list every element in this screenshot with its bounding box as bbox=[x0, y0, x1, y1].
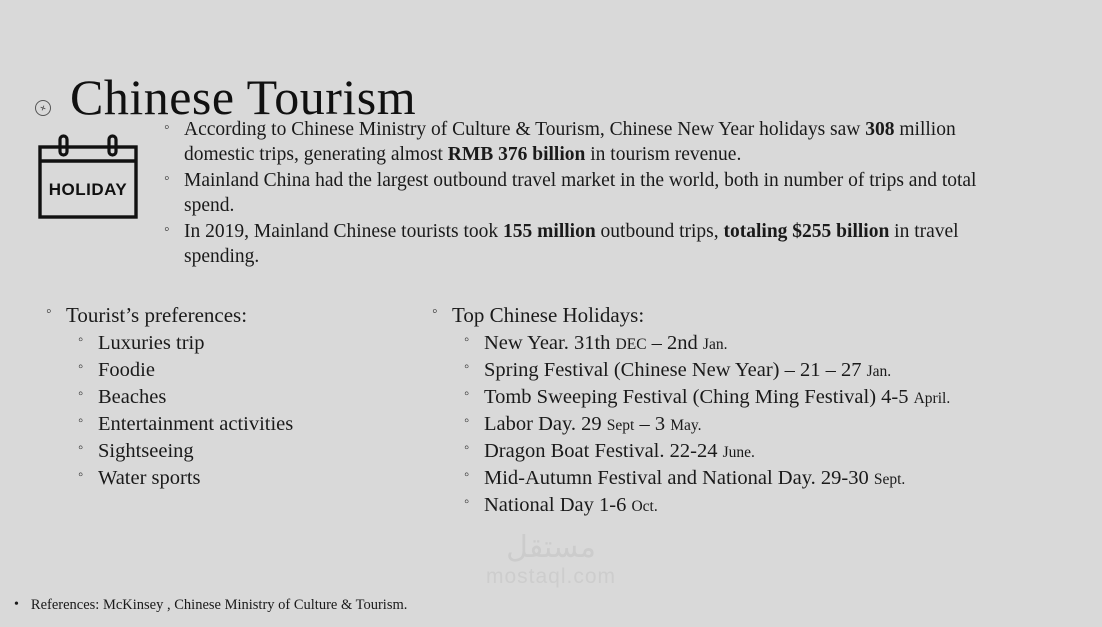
list-item: ◦ Labor Day. 29 Sept – 3 May. bbox=[462, 412, 1068, 437]
list-item: ◦ Beaches bbox=[76, 385, 422, 410]
list-item: ◦ Luxuries trip bbox=[76, 331, 422, 356]
top-facts-block bbox=[160, 118, 1022, 271]
svg-text:HOLIDAY: HOLIDAY bbox=[48, 180, 128, 199]
top-holidays-column bbox=[428, 302, 1068, 520]
list-item: ◦ Dragon Boat Festival. 22-24 June. bbox=[462, 439, 1068, 464]
holiday-calendar-icon bbox=[34, 133, 142, 225]
tourist-preferences-heading: ◦ Tourist’s preferences: bbox=[42, 302, 422, 329]
watermark-latin: mostaql.com bbox=[485, 565, 617, 588]
list-item: ◦ Water sports bbox=[76, 466, 422, 491]
list-item: ◦ Mid-Autumn Festival and National Day. 29-30 Sept. bbox=[462, 466, 1068, 491]
list-item: ◦ Foodie bbox=[76, 358, 422, 383]
list-item: ◦ Sightseeing bbox=[76, 439, 422, 464]
list-item: ◦ Spring Festival (Chinese New Year) – 21 – 27 Jan. bbox=[462, 358, 1068, 383]
fact-text-3: In 2019, Mainland Chinese tourists took 155 million outbound trips, totaling $255 billion in travel spending. bbox=[184, 220, 959, 267]
circled-dot-bullet-icon bbox=[34, 99, 52, 117]
watermark bbox=[0, 530, 1102, 589]
list-item: ◦ Tomb Sweeping Festival (Ching Ming Festival) 4-5 April. bbox=[462, 385, 1068, 410]
watermark-arabic: مستقل bbox=[506, 530, 596, 565]
list-item: ◦ New Year. 31th DEC – 2nd Jan. bbox=[462, 331, 1068, 356]
list-item bbox=[160, 169, 1022, 219]
tourist-preferences-list bbox=[42, 331, 422, 491]
top-holidays-heading: ◦ Top Chinese Holidays: bbox=[428, 302, 1068, 329]
footer-bullet-icon: • bbox=[14, 597, 19, 613]
tourist-preferences-column bbox=[42, 302, 422, 493]
list-item: ◦ National Day 1-6 Oct. bbox=[462, 493, 1068, 518]
top-holidays-list bbox=[428, 331, 1068, 518]
list-item bbox=[160, 118, 1022, 168]
references-text: References: McKinsey , Chinese Ministry of Culture & Tourism. bbox=[30, 597, 408, 614]
footer bbox=[14, 596, 407, 615]
list-item bbox=[160, 220, 1022, 270]
page-title: Chinese Tourism bbox=[70, 68, 417, 125]
top-facts-list bbox=[160, 118, 1022, 270]
list-item: ◦ Entertainment activities bbox=[76, 412, 422, 437]
fact-text-2: Mainland China had the largest outbound travel market in the world, both in number of trips and total spend. bbox=[184, 169, 977, 216]
fact-text-1: According to Chinese Ministry of Culture & Tourism, Chinese New Year holidays saw 308 million domestic trips, generating almost RMB 376 billion in tourism revenue. bbox=[184, 119, 956, 165]
